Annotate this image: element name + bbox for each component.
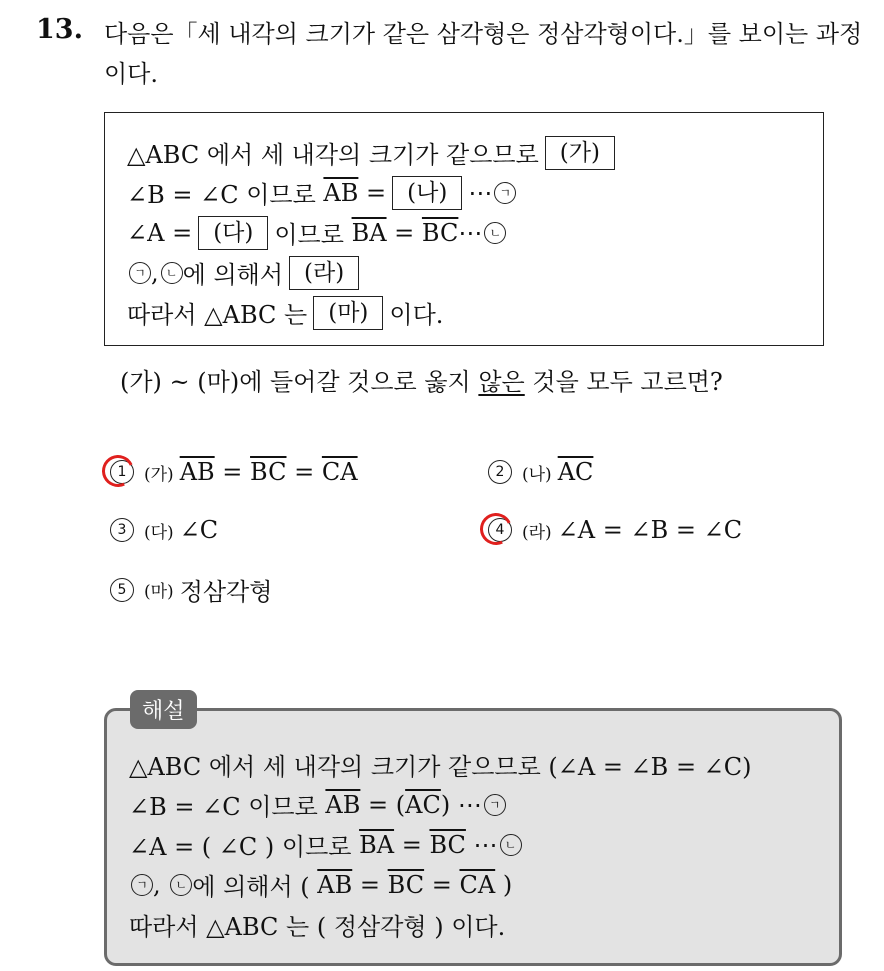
circled-giyeok: ㄱ (129, 262, 151, 284)
equals-sign: = (222, 458, 243, 486)
circled-nieun: ㄴ (161, 262, 183, 284)
equals-sign: = (431, 870, 452, 899)
circled-giyeok: ㄱ (494, 182, 516, 204)
solution-text: ) (502, 870, 513, 899)
proof-text: 에 의해서 (182, 261, 284, 289)
choice-4[interactable] (488, 516, 742, 544)
proof-text: 이다. (389, 301, 444, 329)
choice-number: 1 (110, 460, 134, 484)
choice-text: 정삼각형 (179, 578, 273, 606)
proof-line-2 (127, 175, 516, 210)
proof-text: △ABC 에서 세 내각의 크기가 같으므로 (127, 141, 539, 169)
proof-line-4 (127, 255, 365, 290)
equals-sign: = (394, 218, 415, 247)
segment-ba: $\overline{BA}$ (359, 830, 395, 859)
equals-sign: = (359, 870, 380, 899)
blank-da: (다) (198, 216, 268, 250)
question-prompt (120, 362, 723, 397)
segment-ca: $\overline{CA}$ (459, 870, 496, 899)
solution-line-4 (129, 867, 512, 902)
circled-giyeok: ㄱ (484, 794, 506, 816)
comma: , (151, 258, 159, 287)
segment-ab: $\overline{AB}$ (325, 790, 361, 819)
blank-ga: (가) (545, 136, 615, 170)
ellipsis: ⋯ (458, 218, 483, 247)
choice-text: ∠C (179, 516, 219, 544)
choice-5[interactable] (110, 572, 272, 607)
proof-text: ∠A = (127, 218, 193, 247)
solution-text: 에 의해서 ( (192, 873, 310, 901)
segment-bc: $\overline{BC}$ (250, 458, 287, 486)
solution-line-3 (129, 827, 522, 862)
solution-line-2 (129, 787, 506, 822)
segment-ab: $\overline{AB}$ (323, 178, 359, 207)
circled-nieun: ㄴ (500, 834, 522, 856)
circled-giyeok: ㄱ (131, 874, 153, 896)
solution-text: = ( (368, 790, 406, 819)
solution-text: △ABC 에서 세 내각의 크기가 같으므로 (∠A = ∠B = ∠C) (129, 753, 752, 781)
choice-tag: (가) (144, 464, 174, 485)
choice-number: 5 (110, 578, 134, 602)
blank-ma: (마) (313, 296, 383, 330)
choice-tag: (다) (144, 522, 174, 543)
solution-line-1 (129, 747, 752, 782)
solution-text: ∠B = ∠C 이므로 (129, 793, 318, 821)
solution-text: ∠A = ( ∠C ) 이므로 (129, 833, 352, 861)
choice-tag: (마) (144, 582, 174, 602)
equals-sign: = (294, 458, 315, 486)
prompt-text: 것을 모두 고르면? (532, 368, 723, 396)
prompt-underlined: 않은 (478, 368, 525, 396)
blank-na: (나) (392, 176, 462, 210)
choice-2[interactable] (488, 458, 593, 486)
solution-label: 해설 (130, 690, 197, 729)
segment-bc: $\overline{BC}$ (387, 870, 425, 899)
prompt-text: (가) ~ (마)에 들어갈 것으로 옳지 (120, 368, 471, 396)
solution-text: 따라서 △ABC 는 ( 정삼각형 ) 이다. (129, 913, 506, 941)
segment-ca: $\overline{CA}$ (321, 458, 358, 486)
choice-text: ∠A = ∠B = ∠C (557, 516, 743, 544)
equals-sign: = (401, 830, 422, 859)
choice-number: 3 (110, 518, 134, 542)
equals-sign: = (366, 178, 387, 207)
choice-tag: (라) (522, 522, 552, 543)
choice-3[interactable] (110, 516, 218, 544)
choice-tag: (나) (522, 464, 552, 485)
segment-bc: $\overline{BC}$ (429, 830, 466, 859)
segment-bc: $\overline{BC}$ (421, 218, 459, 247)
proof-text: 따라서 △ABC 는 (127, 301, 308, 329)
segment-ac: $\overline{AC}$ (405, 790, 441, 819)
circled-nieun: ㄴ (170, 874, 192, 896)
segment-ba: $\overline{BA}$ (351, 218, 387, 247)
proof-text: 이므로 (274, 221, 344, 249)
proof-line-5 (127, 295, 443, 330)
blank-ra: (라) (289, 256, 359, 290)
solution-text: ) ⋯ (440, 790, 482, 819)
question-number: 13. (36, 14, 83, 45)
choice-number: 4 (488, 518, 512, 542)
segment-ab: $\overline{AB}$ (317, 870, 353, 899)
proof-line-1 (127, 135, 621, 170)
segment-ab: $\overline{AB}$ (179, 458, 215, 486)
proof-box (104, 112, 824, 346)
ellipsis: ⋯ (468, 178, 493, 207)
ellipsis: ⋯ (473, 830, 498, 859)
choice-1[interactable] (110, 458, 358, 486)
circled-nieun: ㄴ (484, 222, 506, 244)
choice-number: 2 (488, 460, 512, 484)
proof-text: ∠B = ∠C 이므로 (127, 181, 316, 209)
proof-line-3 (127, 215, 506, 250)
solution-line-5 (129, 907, 505, 942)
comma: , (153, 870, 161, 899)
solution-box (104, 708, 842, 966)
segment-ac: $\overline{AC}$ (557, 458, 594, 486)
question-text: 다음은「세 내각의 크기가 같은 삼각형은 정삼각형이다.」를 보이는 과정이다. (104, 20, 863, 88)
